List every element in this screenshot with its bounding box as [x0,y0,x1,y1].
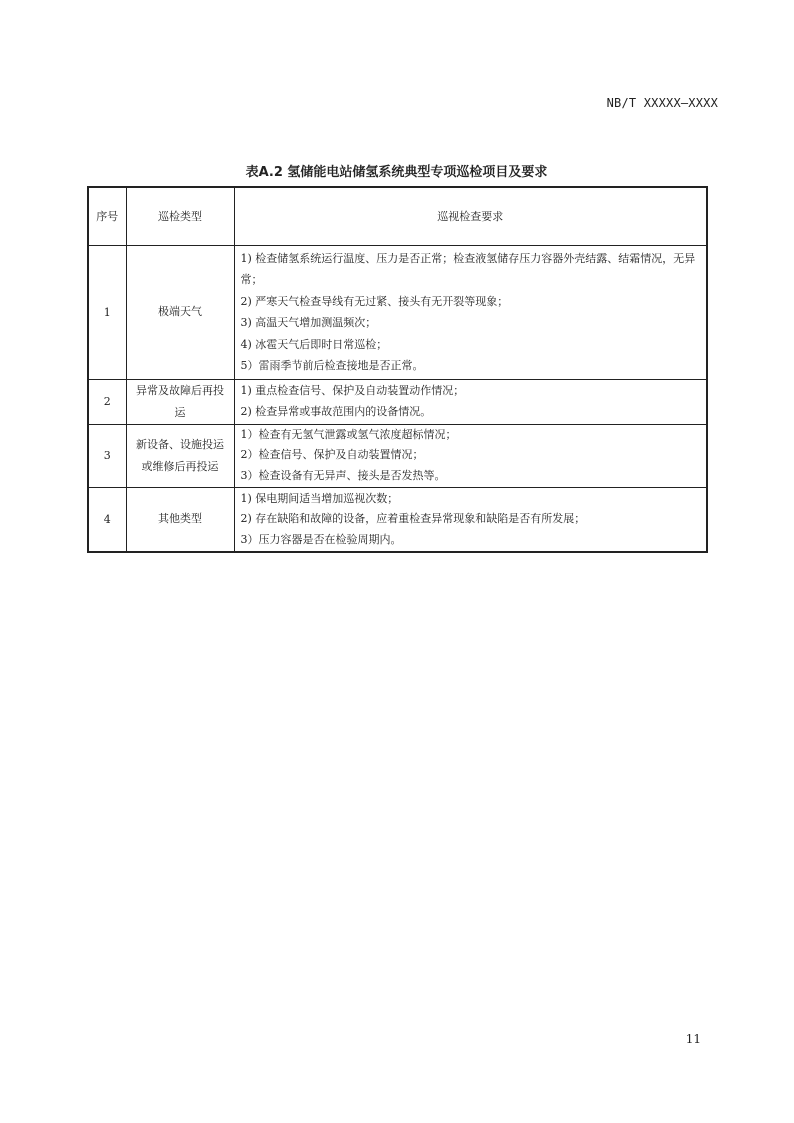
requirement-item: 4) 冰雹天气后即时日常巡检； [240,337,388,351]
row-seq: 3 [88,424,126,487]
requirement-item: 5）雷雨季节前后检查接地是否正常。 [240,359,424,372]
row-requirements [234,245,707,379]
row-type: 新设备、设施投运或维修后再投运 [126,424,234,487]
requirement-item: 1) 重点检查信号、保护及自动装置动作情况； [240,384,465,397]
row-requirements [234,424,707,487]
row-seq: 2 [88,379,126,424]
row-requirements [234,487,707,552]
row-requirements [234,379,707,424]
inspection-requirements-table [87,186,708,553]
requirement-item: 1) 检查储氢系统运行温度、压力是否正常；检查液氢储存压力容器外壳结露、结霜情况，无异常； [240,251,696,286]
row-type: 其他类型 [126,487,234,552]
page-number: 11 [685,1032,701,1046]
document-code: NB/T XXXXX—XXXX [606,96,718,110]
table-title: 表A.2 氢储能电站储氢系统典型专项巡检项目及要求 [245,165,548,180]
column-header-type: 巡检类型 [126,187,234,245]
row-seq: 1 [88,245,126,379]
requirement-item: 2）检查信号、保护及自动装置情况； [240,448,424,462]
row-type: 异常及故障后再投运 [126,379,234,424]
row-seq: 4 [88,487,126,552]
column-header-requirements: 巡视检查要求 [234,187,707,245]
row-type: 极端天气 [126,245,234,379]
requirement-item: 2) 检查异常或事故范围内的设备情况。 [240,404,432,418]
table-row [88,424,707,487]
requirement-item: 3）检查设备有无异声、接头是否发热等。 [240,468,446,482]
column-header-seq: 序号 [88,187,126,245]
table-row [88,245,707,379]
table-header-row [88,187,707,245]
requirement-item: 2) 严寒天气检查导线有无过紧、接头有无开裂等现象； [240,294,509,308]
requirement-item: 1）检查有无氢气泄露或氢气浓度超标情况； [240,427,457,441]
requirement-item: 1) 保电期间适当增加巡视次数； [240,491,399,505]
table-row [88,379,707,424]
table-row [88,487,707,552]
requirement-item: 2) 存在缺陷和故障的设备，应着重检查异常现象和缺陷是否有所发展； [240,512,586,525]
requirement-item: 3) 高温天气增加测温频次； [240,316,377,329]
requirement-item: 3）压力容器是否在检验周期内。 [240,532,402,546]
